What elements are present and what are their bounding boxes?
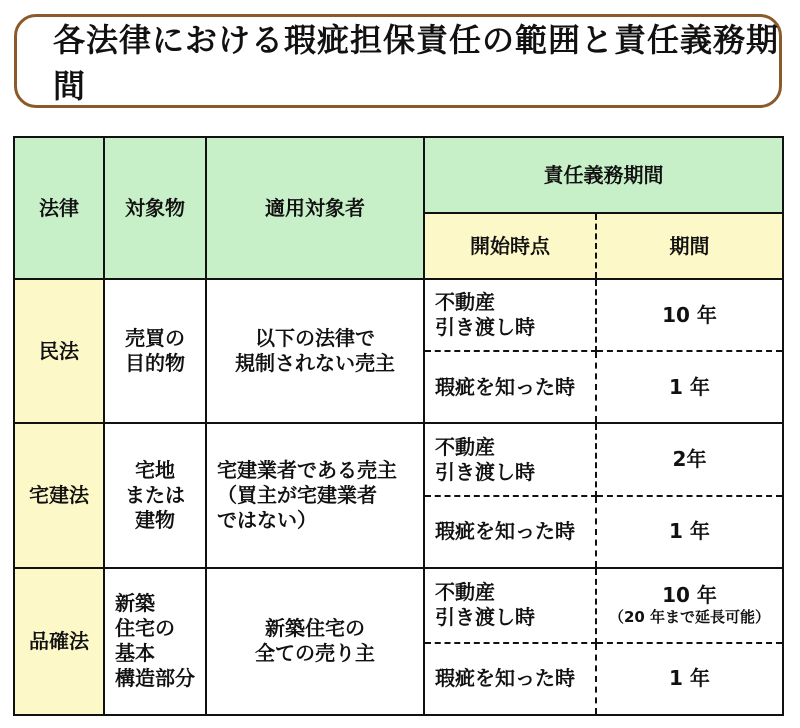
header-period-group: 責任義務期間	[424, 137, 783, 213]
applicable-cell: 新築住宅の 全ての売り主	[206, 568, 424, 715]
header-duration: 期間	[596, 213, 783, 279]
duration-note: （20 年まで延長可能）	[608, 608, 771, 627]
duration-value: 2年	[672, 447, 707, 471]
duration-cell: 1 年	[596, 351, 783, 423]
law-cell: 民法	[14, 279, 104, 423]
duration-value: 10 年	[662, 302, 717, 327]
header-object: 対象物	[104, 137, 206, 279]
page-title: 各法律における瑕疵担保責任の範囲と責任義務期間	[53, 21, 780, 105]
duration-cell	[596, 279, 783, 351]
start-cell: 不動産 引き渡し時	[424, 279, 596, 351]
law-cell: 宅建法	[14, 423, 104, 567]
title-box	[14, 14, 782, 108]
duration-cell: 1 年	[596, 496, 783, 568]
liability-table	[13, 136, 784, 716]
start-cell: 不動産 引き渡し時	[424, 568, 596, 643]
object-cell: 宅地 または 建物	[104, 423, 206, 567]
start-cell: 瑕疵を知った時	[424, 496, 596, 568]
law-cell: 品確法	[14, 568, 104, 715]
duration-cell	[596, 568, 783, 643]
object-cell: 新築 住宅の 基本 構造部分	[104, 568, 206, 715]
start-cell: 不動産 引き渡し時	[424, 423, 596, 495]
start-cell: 瑕疵を知った時	[424, 643, 596, 715]
applicable-cell: 以下の法律で 規制されない売主	[206, 279, 424, 423]
applicable-cell: 宅建業者である売主 （買主が宅建業者 ではない）	[206, 423, 424, 567]
object-cell: 売買の 目的物	[104, 279, 206, 423]
header-start: 開始時点	[424, 213, 596, 279]
duration-value: 10 年	[662, 583, 717, 608]
duration-cell: 1 年	[596, 643, 783, 715]
duration-cell	[596, 423, 783, 495]
header-law: 法律	[14, 137, 104, 279]
start-cell: 瑕疵を知った時	[424, 351, 596, 423]
header-applicable: 適用対象者	[206, 137, 424, 279]
